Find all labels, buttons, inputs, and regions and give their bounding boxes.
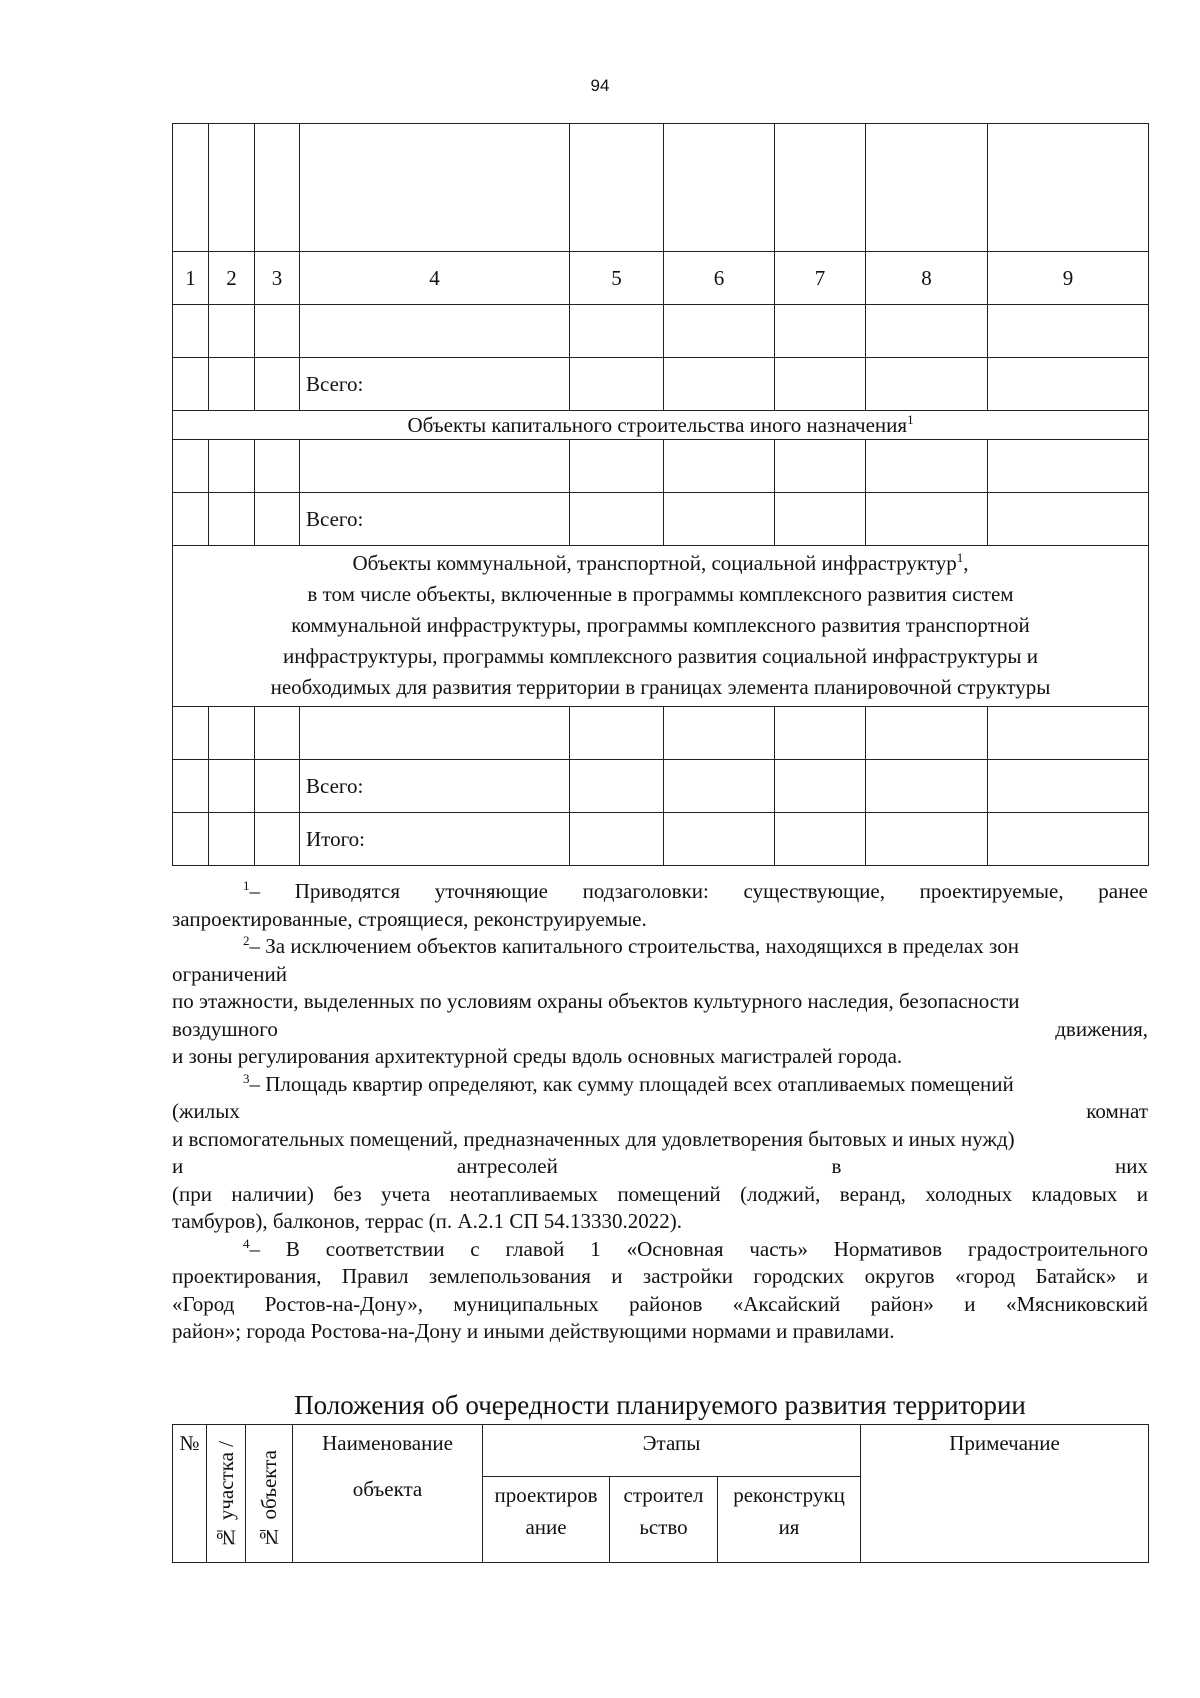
footnote-text: по этажности, выделенных по условиям охраны объектов культурного наследия, безопасности bbox=[172, 989, 1020, 1013]
table-row bbox=[173, 707, 1149, 760]
section-infra-line: в том числе объекты, включенные в программы комплексного развития систем bbox=[307, 582, 1014, 606]
footnote-text: проектирования, Правил землепользования и застройки городских округов «город Батайск» и bbox=[172, 1264, 1148, 1288]
stage-build: строител bbox=[623, 1483, 704, 1507]
section-infra-comma: , bbox=[963, 551, 969, 575]
col-num-3: 3 bbox=[255, 252, 300, 305]
col-stages-header: Этапы bbox=[483, 1425, 861, 1477]
stage-build-2: ьство bbox=[639, 1515, 688, 1539]
total-row bbox=[173, 493, 1149, 546]
schedule-title: Положения об очередности планируемого развития территории bbox=[294, 1390, 1026, 1420]
footnote-text: ограничений bbox=[172, 961, 288, 986]
table-row bbox=[173, 305, 1149, 358]
total-row bbox=[173, 358, 1149, 411]
table-header-row bbox=[173, 124, 1149, 252]
total-label: Всего: bbox=[300, 493, 570, 546]
section-infra-line: Объекты коммунальной, транспортной, социальной инфраструктур bbox=[352, 551, 957, 575]
col-name-header: Наименование bbox=[322, 1431, 453, 1455]
col-no-header: № bbox=[173, 1425, 207, 1563]
grand-total-label: Итого: bbox=[300, 813, 570, 866]
footnote-mark: 1 bbox=[907, 411, 914, 427]
footnote-text: «Город Ростов-на-Дону», муниципальных районов «Аксайский район» и «Мясниковский bbox=[172, 1291, 1148, 1316]
footnote-text: комнат bbox=[1086, 1099, 1148, 1123]
footnote-text: антресолей bbox=[456, 1154, 558, 1178]
col-num-2: 2 bbox=[209, 252, 255, 305]
objects-table bbox=[172, 123, 1149, 866]
col-num-5: 5 bbox=[570, 252, 664, 305]
total-label: Всего: bbox=[300, 358, 570, 411]
footnote-text: район»; города Ростова-на-Дону и иными действующими нормами и правилами. bbox=[172, 1319, 895, 1343]
section-infra-line: необходимых для развития территории в границах элемента планировочной структуры bbox=[270, 675, 1051, 699]
footnote-text: тамбуров), балконов, террас (п. А.2.1 СП 54.13330.2022). bbox=[172, 1209, 682, 1233]
col-num-9: 9 bbox=[988, 252, 1149, 305]
footnotes bbox=[172, 878, 1148, 1346]
page-number: 94 bbox=[590, 76, 610, 95]
section-infra-line: инфраструктуры, программы комплексного развития социальной инфраструктуры и bbox=[282, 644, 1039, 668]
footnote-text: движения, bbox=[1055, 1016, 1148, 1041]
footnote-text: – В соответствии с главой 1 «Основная часть» Нормативов градостроительного bbox=[249, 1236, 1148, 1261]
footnote-mark: 1 bbox=[956, 550, 964, 565]
col-num-8: 8 bbox=[866, 252, 988, 305]
total-row bbox=[173, 760, 1149, 813]
footnote-text: воздушного bbox=[172, 1016, 278, 1041]
section-other-title: Объекты капитального строительства иного назначения bbox=[407, 412, 908, 437]
column-numbers-row bbox=[173, 252, 1149, 305]
footnote-mark: 1 bbox=[243, 878, 250, 893]
section-row-infra bbox=[173, 546, 1149, 707]
footnote-text: и вспомогательных помещений, предназначенных для удовлетворения бытовых и иных нужд) bbox=[172, 1126, 1015, 1151]
col-object-header: № объекта bbox=[257, 1450, 281, 1549]
footnote-text: (при наличии) без учета неотапливаемых помещений (лоджий, веранд, холодных кладовых и bbox=[172, 1181, 1148, 1206]
grand-total-row bbox=[173, 813, 1149, 866]
section-infra-line: коммунальной инфраструктуры, программы комплексного развития транспортной bbox=[291, 613, 1030, 637]
footnote-text: – Приводятся уточняющие подзаголовки: существующие, проектируемые, ранее bbox=[249, 879, 1148, 903]
col-num-4: 4 bbox=[300, 252, 570, 305]
footnote-text: них bbox=[1115, 1154, 1148, 1178]
footnote-text: и bbox=[172, 1154, 184, 1178]
col-num-6: 6 bbox=[664, 252, 775, 305]
footnote-text: в bbox=[831, 1154, 842, 1178]
footnote-text: (жилых bbox=[172, 1099, 240, 1123]
footnote-text: – Площадь квартир определяют, как сумму площадей всех отапливаемых помещений bbox=[249, 1071, 1014, 1096]
stage-design-2: ание bbox=[525, 1515, 567, 1539]
col-num-1: 1 bbox=[173, 252, 209, 305]
stage-reconstruction-2: ия bbox=[778, 1515, 800, 1539]
footnote-mark: 3 bbox=[243, 1070, 250, 1086]
footnote-text: запроектированные, строящиеся, реконструируемые. bbox=[172, 906, 647, 931]
footnote-text: и зоны регулирования архитектурной среды вдоль основных магистралей города. bbox=[172, 1044, 903, 1068]
footnote-mark: 4 bbox=[243, 1235, 250, 1251]
footnote-text: – За исключением объектов капитального строительства, находящихся в пределах зон bbox=[249, 934, 1019, 958]
section-row-other bbox=[173, 411, 1149, 440]
schedule-table bbox=[172, 1424, 1149, 1563]
stage-reconstruction: реконструкц bbox=[733, 1483, 845, 1507]
stage-design: проектиров bbox=[494, 1483, 598, 1507]
col-note-header: Примечание bbox=[861, 1425, 1149, 1563]
col-plot-header: № участка / bbox=[214, 1440, 238, 1549]
col-name-header-2: объекта bbox=[352, 1477, 423, 1501]
total-label: Всего: bbox=[300, 760, 570, 813]
footnote-mark: 2 bbox=[243, 933, 250, 948]
col-num-7: 7 bbox=[775, 252, 866, 305]
table-row bbox=[173, 440, 1149, 493]
